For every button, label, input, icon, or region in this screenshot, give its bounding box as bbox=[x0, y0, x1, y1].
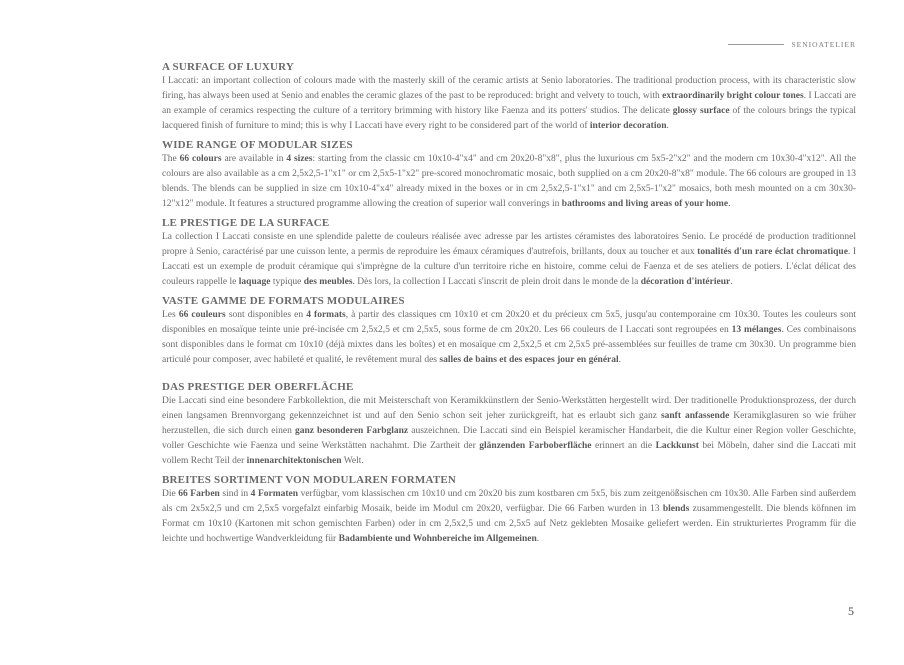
body-text: Die bbox=[162, 489, 179, 499]
body-text: . Ces combinaisons sont disponibles dans le format cm 10x10 (déjà mixtes dans les boîtes) et en mosaïque cm 2,5x2,5 et cm 2,5x5 pré-assemblées sur feuilles de trame cm 30x30. Un programme bien articulé pour composer, avec habileté et qualité, le revêtement mural des bbox=[162, 325, 857, 365]
body-text: typique bbox=[270, 277, 304, 287]
section-prestige-oberflaeche-de bbox=[162, 380, 856, 469]
section-heading: WIDE RANGE OF MODULAR SIZES bbox=[162, 139, 353, 151]
emphasis-text: interior decoration bbox=[589, 121, 667, 131]
section-body bbox=[162, 152, 856, 212]
body-text: . bbox=[666, 121, 669, 131]
body-text: La collection I Laccati consiste en une splendide palette de couleurs réalisée avec adresse par les artistes céramistes des laboratoires Senio. Le procédé de production traditionnel propre à Senio, caractérisé par une cuisson lente, a permis de reproduire les émaux céramiques d'autrefois, brillants, doux au toucher et aux bbox=[162, 232, 856, 257]
body-text: Welt. bbox=[341, 456, 364, 466]
page-number: 5 bbox=[848, 604, 854, 618]
body-text: . bbox=[730, 277, 733, 287]
section-body bbox=[162, 74, 856, 134]
section-heading: A SURFACE OF LUXURY bbox=[162, 61, 295, 73]
section-surface-of-luxury bbox=[162, 60, 856, 134]
header-rule bbox=[728, 44, 784, 45]
emphasis-text: glänzenden Farboberfläche bbox=[479, 441, 592, 451]
emphasis-text: 66 Farben bbox=[178, 489, 220, 499]
emphasis-text: Badambiente und Wohnbereiche im Allgemeinen bbox=[338, 534, 537, 544]
page-content bbox=[162, 60, 856, 547]
section-body bbox=[162, 230, 856, 290]
section-gamme-formats-fr bbox=[162, 294, 856, 368]
section-heading: VASTE GAMME DE FORMATS MODULAIRES bbox=[162, 295, 405, 307]
emphasis-text: décoration d'intérieur bbox=[640, 277, 731, 287]
section-sortiment-formaten-de bbox=[162, 473, 856, 547]
body-text: . bbox=[618, 355, 622, 365]
emphasis-text: 4 Formaten bbox=[250, 489, 299, 499]
section-body bbox=[162, 308, 856, 368]
emphasis-text: innenarchitektonischen bbox=[246, 456, 342, 466]
emphasis-text: laquage bbox=[238, 277, 271, 287]
emphasis-text: glossy surface bbox=[672, 106, 730, 116]
emphasis-text: 66 colours bbox=[179, 154, 222, 164]
section-wide-range bbox=[162, 138, 856, 212]
emphasis-text: 4 sizes bbox=[286, 154, 313, 164]
body-text: . I Laccati are an example of ceramics respecting the culture of a territory brimming with history like Faenza and its potters' studios. The delicate bbox=[162, 91, 856, 116]
emphasis-text: sanft anfassende bbox=[660, 411, 730, 421]
body-text: . Dès lors, la collection I Laccati s'inscrit de plein droit dans le monde de la bbox=[352, 277, 641, 287]
body-text: of the colours brings the typical lacquered finish of furniture to mind; this is why I Laccati have every right to be considered part of the world of bbox=[162, 106, 856, 131]
emphasis-text: tonalités d'un rare éclat chromatique bbox=[697, 247, 848, 257]
body-text: : starting from the classic cm 10x10-4"x4" and cm 20x20-8"x8", plus the luxurious cm 5x5-2"x2" and the modern cm 10x30-4"x12". All the colours are also available as a cm 2,5x2,5-1"x1" or cm 2,5x5-1"x2" pre-scored monochromatic mosaic, both supplied on a cm 20x20-8"x8" module. The 66 colours are grouped in 13 blends. The blends can be supplied in size cm 10x10-4"x4" already mixed in the boxes or in cm 2,5x2,5-1"x1" and cm 2,5x5-1"x2" mosaics, both mesh mounted on a cm 30x30-12"x12" module. It features a structured programme allowing the creation of superior wall converings in bbox=[162, 154, 857, 209]
emphasis-text: des meubles bbox=[303, 277, 353, 287]
body-text: verfügbar, vom klassischen cm 10x10 und cm 20x20 bis zum kostbaren cm 5x5, bis zum zeitgenößsischen cm 10x30. Alle Farben sind außerdem als cm 2x5x2,5 und cm 2,5x5 vorgefalzt einfarbig Mosaik, beide im Modul cm 20x20, verfügbar. Die 66 Farben wurden in 13 bbox=[162, 489, 856, 514]
emphasis-text: Lackkunst bbox=[655, 441, 699, 451]
section-heading: BREITES SORTIMENT VON MODULAREN FORMATEN bbox=[162, 474, 457, 486]
body-text: erinnert an die bbox=[591, 441, 656, 451]
page-header bbox=[728, 40, 857, 49]
emphasis-text: 66 couleurs bbox=[178, 310, 226, 320]
emphasis-text: ganz besonderen Farbglanz bbox=[294, 426, 409, 436]
body-text: . bbox=[536, 534, 540, 544]
emphasis-text: extraordinarily bright colour tones bbox=[662, 91, 804, 101]
body-text: Les bbox=[162, 310, 179, 320]
emphasis-text: blends bbox=[662, 504, 690, 514]
body-text: Die Laccati sind eine besondere Farbkollektion, die mit Meisterschaft von Keramikkünstlern der Senio-Werkstätten hergestellt wird. Der traditionelle Produktionsprozess, der durch einen langsamen Brennvorgang gekennzeichnet ist und auf den Senio schon seit jeher zurückgreift, hat es erlaubt sich ganz bbox=[162, 396, 856, 421]
emphasis-text: 4 formats bbox=[306, 310, 346, 320]
body-text: . I Laccati est un exemple de produit céramique qui s'imprègne de la culture d'un territoire riche en histoire, comme celui de Faenza et de ses ateliers de potiers. L'éclat délicat des couleurs rappelle le bbox=[162, 247, 857, 287]
section-prestige-surface-fr bbox=[162, 216, 856, 290]
body-text: Keramikglasuren so wie früher herzustellen, die sich durch einen bbox=[162, 411, 856, 436]
emphasis-text: bathrooms and living areas of your home bbox=[561, 199, 729, 209]
body-text: The bbox=[162, 154, 180, 164]
body-text: bei Möbeln, daher sind die Laccati mit vollem Recht Teil der bbox=[162, 441, 856, 466]
emphasis-text: 13 mélanges bbox=[731, 325, 782, 335]
body-text: sont disponibles en bbox=[225, 310, 307, 320]
section-heading: DAS PRESTIGE DER OBERFLÄCHE bbox=[162, 381, 354, 393]
body-text: sind in bbox=[219, 489, 251, 499]
body-text: auszeichnen. Die Laccati sind ein Beispiel keramischer Handarbeit, die die Kultur einer Region voller Geschichte, voller Geschichte wie Faenza und seine Werkstätten nachahmt. Die Zartheit der bbox=[162, 426, 857, 451]
emphasis-text: salles de bains et des espaces jour en général bbox=[439, 355, 619, 365]
body-text: I Laccati: an important collection of colours made with the masterly skill of the ceramic artists at Senio laboratories. The traditional production process, with its characteristic slow firing, has always been used at Senio and enables the ceramic glazes of the past to be reproduced: bright and velvety to touch, with bbox=[162, 76, 856, 101]
section-heading: LE PRESTIGE DE LA SURFACE bbox=[162, 217, 330, 229]
body-text: are available in bbox=[221, 154, 287, 164]
body-text: zusammengestellt. Die blends köfnnen im Format cm 10x10 (Kartonen mit schon gemischten Farben) oder in cm 2,5x2,5 und cm 2,5x5 auf Netz geklebten Mosaike geliefert werden. Ein strukturiertes Programm für die leichte und hochwertige Wandverkleidung für bbox=[162, 504, 856, 544]
body-text: . bbox=[728, 199, 731, 209]
section-body bbox=[162, 487, 856, 547]
body-text: , à partir des classiques cm 10x10 et cm 20x20 et du précieux cm 5x5, jusqu'au contemporaine cm 10x30. Toutes les couleurs sont disponibles en mosaïque teinte unie pré-incisée cm 2,5x2,5 et cm 2,5x5, sous forme de cm 20x20. Les 66 couleurs de I Laccati sont regroupées en bbox=[162, 310, 856, 335]
section-body bbox=[162, 394, 856, 469]
brand-name: SENIOATELIER bbox=[791, 40, 856, 49]
